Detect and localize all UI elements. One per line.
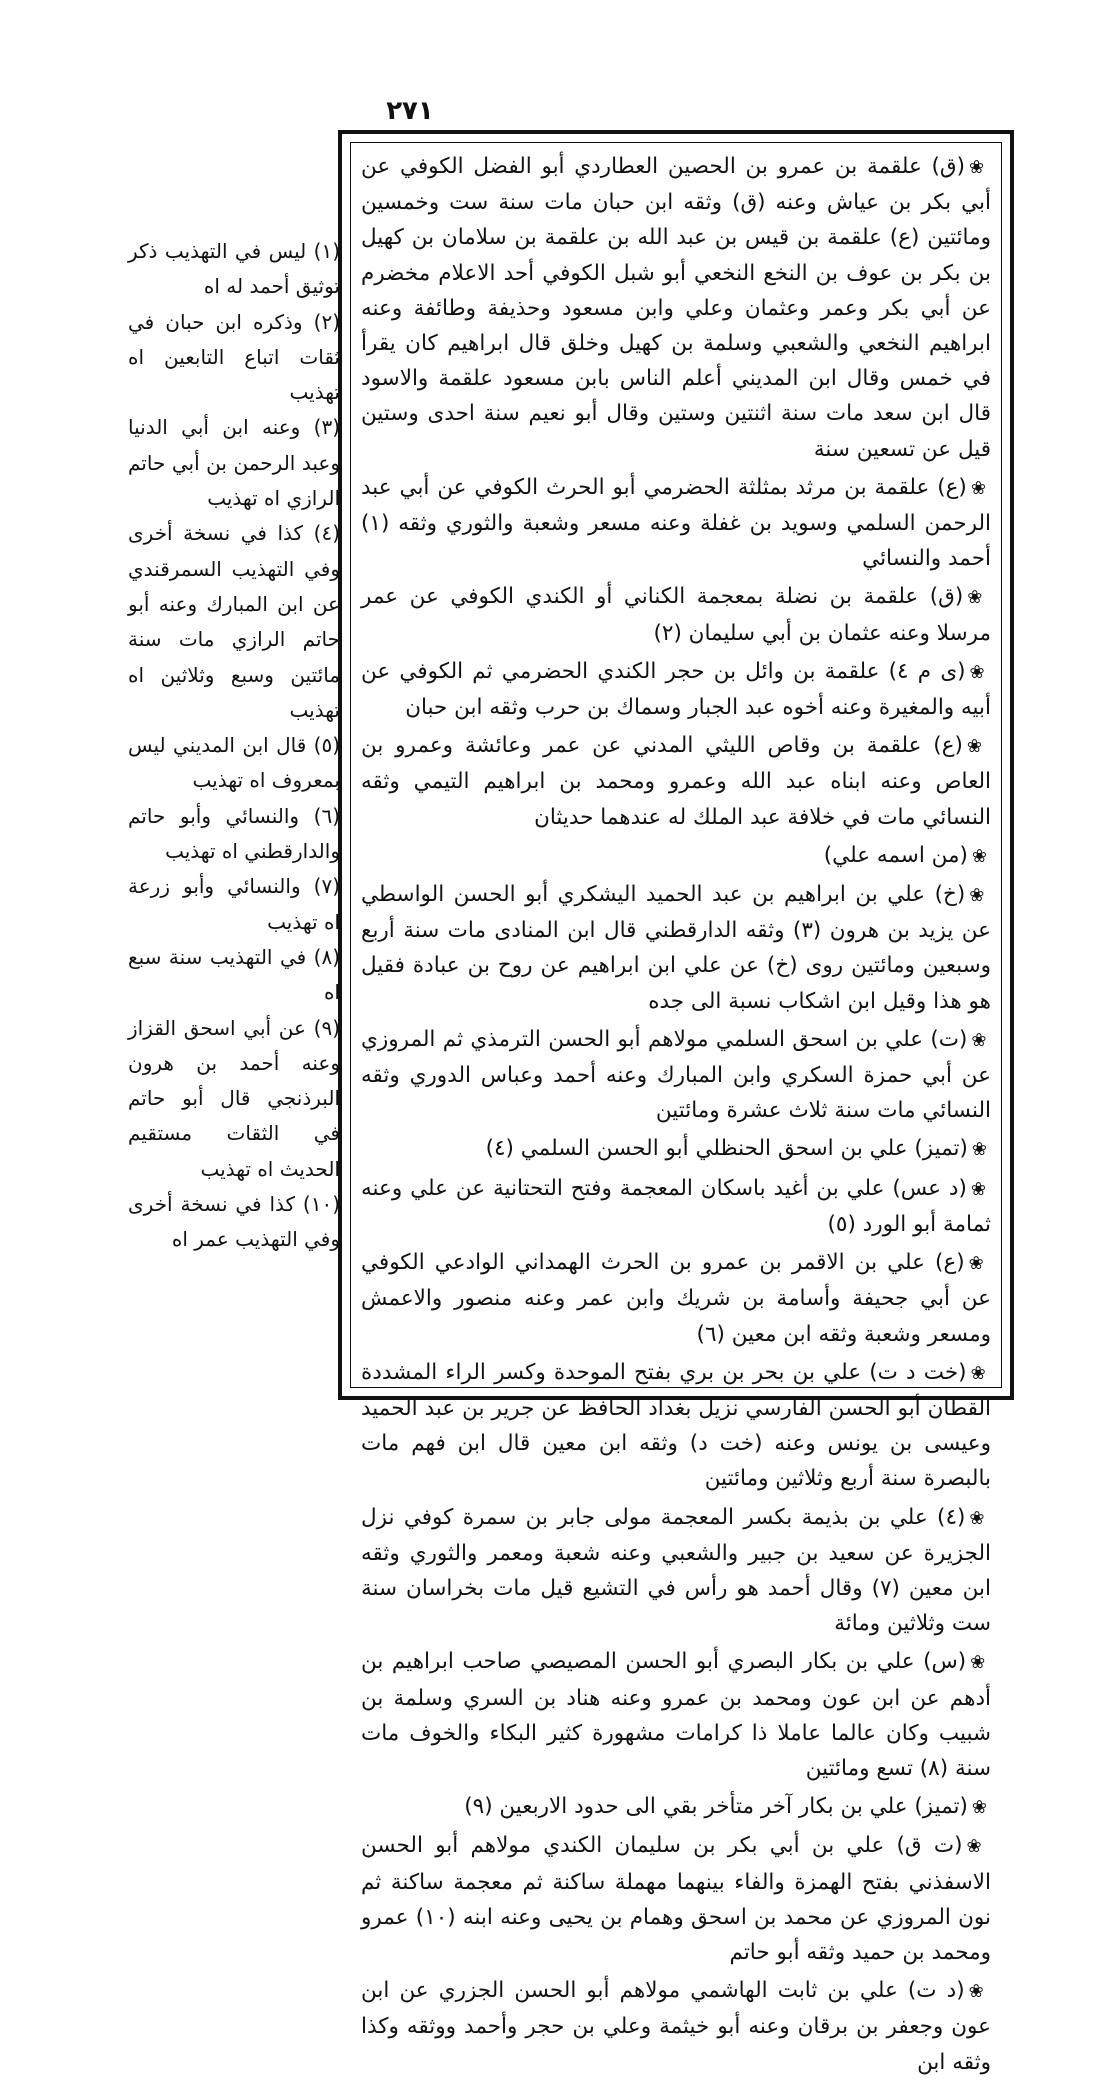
biography-entry — [361, 1789, 991, 1825]
footnote-item: (٥) قال ابن المديني ليس بمعروف اه تهذيب — [128, 733, 340, 793]
main-text-inner-border — [350, 142, 1002, 2075]
flower-ornament-icon: ❀ — [968, 1253, 987, 1275]
biography-entry — [361, 1828, 991, 1970]
entry-text: (ع) علقمة بن مرثد بمثلثة الحضرمي أبو الحرث الكوفي عن أبي عبد الرحمن السلمي وسويد بن غفلة وعنه مسعر وشعبة والثوري وثقه (١) أحمد والنسائي — [361, 474, 991, 572]
entry-text: (ع) علقمة بن وقاص الليثي المدني عن عمر وعائشة وعمرو بن العاص وعنه ابناه عبد الله وعمرو ومحمد بن ابراهيم التيمي وثقه النسائي مات في خلافة عبد الملك له عندهما حديثان — [361, 733, 991, 830]
entry-text: (تميز) علي بن بكار آخر متأخر بقي الى حدود الاربعين (٩) — [464, 1794, 968, 1820]
flower-ornament-icon: ❀ — [971, 1797, 987, 1819]
flower-ornament-icon: ❀ — [968, 1981, 987, 2003]
entry-text: (٤) علي بن بذيمة بكسر المعجمة مولى جابر بن سمرة كوفي نزل الجزيرة عن سعيد بن جبير والشعبي وعنه شعبة ومعمر والثوري وثقه ابن معين (٧) وقال أحمد هو رأس في التشيع قيل مات بخراسان سنة ست وثلاثين ومائة — [361, 1504, 991, 1637]
flower-ornament-icon: ❀ — [970, 1362, 987, 1384]
entry-text: (خ) علي بن ابراهيم بن عبد الحميد اليشكري أبو الحسن الواسطي عن يزيد بن هرون (٣) وثقه الدارقطني قال ابن المنادى مات سنة أربع وسبعين ومائتين روى (خ) عن علي ابن ابراهيم عن روح بن عبادة فقيل هو هذا وقيل ابن اشكاب نسبة الى جده — [361, 882, 992, 1014]
entry-text: (خت د ت) علي بن بحر بن بري بفتح الموحدة وكسر الراء المشددة القطان أبو الحسن الفارسي نزيل بغداد الحافظ عن جرير بن عبد الحميد وعيسى بن يونس وعنه (خت د) وثقه ابن معين قال ابن فهم مات بالبصرة سنة أربع وثلاثين ومائتين — [361, 1359, 991, 1492]
biography-entry — [361, 1644, 991, 1786]
biography-entry — [361, 1355, 991, 1497]
biography-entry — [361, 1973, 991, 2080]
biography-entry — [361, 1131, 991, 1167]
biography-entry — [361, 1245, 991, 1352]
footnote-item: (٣) وعنه ابن أبي الدنيا وعبد الرحمن بن أبي حاتم الرازي اه تهذيب — [128, 415, 340, 511]
flower-ornament-icon: ❀ — [969, 1507, 987, 1529]
biography-entry — [361, 1500, 991, 1642]
flower-ornament-icon: ❀ — [971, 845, 987, 867]
biography-entry — [361, 149, 991, 467]
biography-entry — [361, 728, 991, 835]
flower-ornament-icon: ❀ — [970, 477, 987, 499]
entry-text: (ق) علقمة بن نضلة بمعجمة الكناني أو الكندي الكوفي عن عمر مرسلا وعنه عثمان بن أبي سليمان (٢) — [361, 584, 991, 646]
footnote-item: (٤) كذا في نسخة أخرى وفي التهذيب السمرقندي عن ابن المبارك وعنه أبو حاتم الرازي مات سنة مائتين وسبع وثلاثين اه تهذيب — [128, 521, 340, 722]
biography-entry — [361, 1022, 991, 1129]
footnote-item: (٢) وذكره ابن حبان في ثقات اتباع التابعين اه تهذيب — [128, 309, 340, 405]
biography-entry — [361, 654, 991, 725]
margin-notes — [128, 234, 340, 1374]
flower-ornament-icon: ❀ — [969, 157, 987, 178]
page-number: ٢٧١ — [386, 96, 434, 126]
entry-text: (س) علي بن بكار البصري أبو الحسن المصيصي صاحب ابراهيم بن أدهم عن ابن عون ومحمد بن عمرو وعنه هناد بن السري وسلمة بن شبيب وكان عالما عاملا ذا كرامات مشهورة كثير البكاء والخوف مات سنة (٨) تسع ومائتين — [361, 1649, 991, 1781]
footnote-item: (١٠) كذا في نسخة أخرى وفي التهذيب عمر اه — [128, 1192, 340, 1252]
entry-text: (من اسمه علي) — [823, 842, 968, 868]
entry-text: (تميز) علي بن اسحق الحنظلي أبو الحسن السلمي (٤) — [485, 1136, 968, 1162]
main-text-body — [361, 149, 992, 2075]
entry-text: (د عس) علي بن أغيد باسكان المعجمة وفتح التحتانية عن علي وعنه ثمامة أبو الورد (٥) — [361, 1175, 991, 1237]
flower-ornament-icon: ❀ — [966, 736, 987, 758]
footnote-item: (٦) والنسائي وأبو حاتم والدارقطني اه تهذيب — [128, 803, 340, 864]
flower-ornament-icon: ❀ — [971, 1029, 987, 1051]
biography-entry — [361, 877, 991, 1019]
main-text-frame — [338, 130, 1014, 2075]
flower-ornament-icon: ❀ — [970, 1652, 987, 1674]
footnote-item: (٧) والنسائي وأبو زرعة اه تهذيب — [128, 874, 340, 934]
entry-text: (ت ق) علي بن أبي بكر بن سليمان الكندي مولاهم أبو الحسن الاسفذني بفتح الهمزة والفاء بينهما مهملة ساكنة ثم معجمة ساكنة ثم نون المروزي عن محمد بن اسحق وهمام بن يحيى وعنه ابنه (١٠) عمرو ومحمد بن حميد وثقه أبو حاتم — [361, 1833, 992, 1965]
biography-entry — [361, 470, 991, 577]
flower-ornament-icon: ❀ — [967, 587, 987, 609]
footnote-item: (١) ليس في التهذيب ذكر توثيق أحمد له اه — [128, 239, 340, 299]
biography-entry — [361, 1171, 991, 1242]
flower-ornament-icon: ❀ — [966, 1836, 987, 1858]
footnote-item: (٩) عن أبي اسحق القزاز وعنه أحمد بن هرون البرذنجي قال أبو حاتم في الثقات مستقيم الحديث اه تهذيب — [128, 1015, 340, 1181]
flower-ornament-icon: ❀ — [969, 661, 987, 683]
flower-ornament-icon: ❀ — [970, 1178, 987, 1200]
footnote-item: (٨) في التهذيب سنة سبع اه — [128, 944, 340, 1005]
flower-ornament-icon: ❀ — [969, 885, 987, 907]
biography-entry — [361, 838, 991, 874]
entry-text: (د ت) علي بن ثابت الهاشمي مولاهم أبو الحسن الجزري عن ابن عون وجعفر بن برقان وعنه أبو خيثمة وعلي بن حجر وأحمد ووثقه وكذا وثقه ابن — [361, 1978, 991, 2075]
entry-text: (ق) علقمة بن عمرو بن الحصين العطاردي أبو الفضل الكوفي عن أبي بكر بن عياش وعنه (ق) وثقه ابن حبان مات سنة ست وخمسين ومائتين (ع) علقمة بن قيس بن عبد الله بن علقمة بن سلامان بن كهيل بن بكر بن عوف بن النخع النخعي أبو شبل الكوفي أحد الاعلام مخضرم عن أبي بكر وعمر وعثمان وعلي وابن مسعود وحذيفة وطائفة وعنه ابراهيم النخعي والشعبي وسلمة بن كهيل وخلق قال ابراهيم كان يقرأ في خمس وقال ابن المديني أعلم الناس بابن مسعود علقمة والاسود قال ابن سعد مات سنة اثنتين وستين وقال أبو نعيم سنة احدى وستين قيل عن تسعين سنة — [361, 154, 991, 462]
entry-text: (ت) علي بن اسحق السلمي مولاهم أبو الحسن الترمذي ثم المروزي عن أبي حمزة السكري وابن المبارك وعنه أحمد وعباس الدوري وثقه النسائي مات سنة ثلاث عشرة ومائتين — [361, 1026, 991, 1124]
flower-ornament-icon: ❀ — [971, 1139, 987, 1161]
entry-text: (ى م ٤) علقمة بن وائل بن حجر الكندي الحضرمي ثم الكوفي عن أبيه والمغيرة وعنه أخوه عبد الجبار وسماك بن حرب وثقه ابن حبان — [361, 658, 991, 721]
biography-entry — [361, 579, 991, 650]
entry-text: (ع) علي بن الاقمر بن عمرو بن الحرث الهمداني الوادعي الكوفي عن أبي جحيفة وأسامة بن شريك وابن عمر وعنه منصور والاعمش ومسعر وشعبة وثقه ابن معين (٦) — [361, 1250, 991, 1347]
